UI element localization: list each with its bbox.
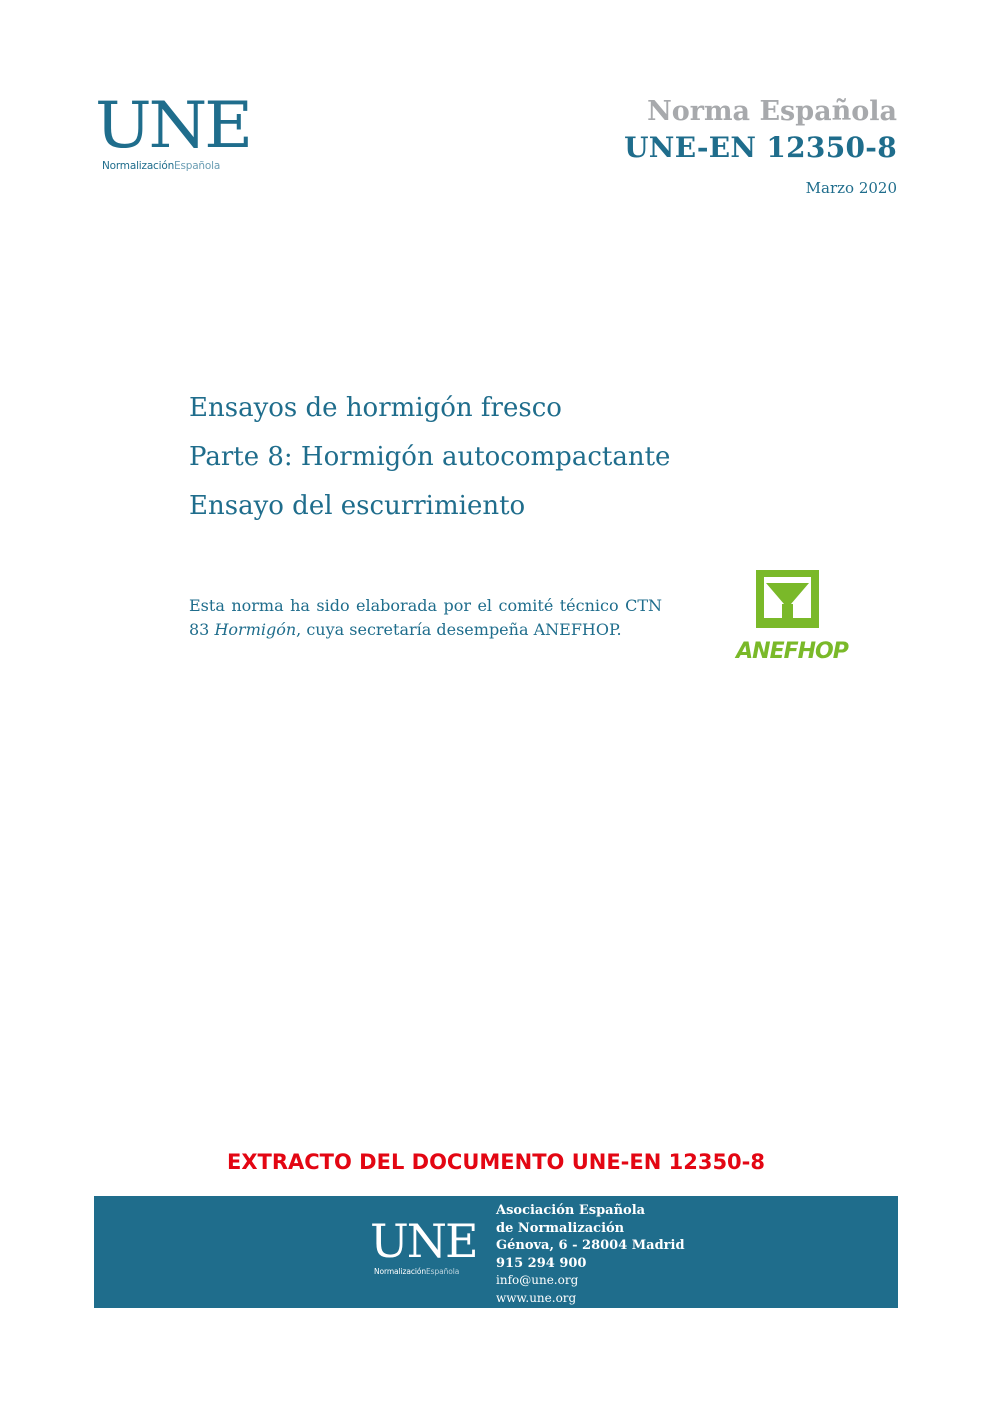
anefhop-logo-text: ANEFHOP (736, 639, 848, 662)
footer-address: Génova, 6 - 28004 Madrid (496, 1238, 685, 1253)
une-logo-letters: UNE (95, 89, 251, 163)
extract-notice: EXTRACTO DEL DOCUMENTO UNE-EN 12350-8 (226, 1150, 765, 1174)
standard-header (624, 96, 897, 208)
title-line-3: Ensayo del escurrimiento (189, 491, 526, 521)
footer-web-link[interactable]: www.une.org (496, 1290, 577, 1305)
footer-contact (496, 1202, 685, 1307)
footer-org-line-2: de Normalización (496, 1220, 625, 1236)
anefhop-logo-bottom-bar (756, 618, 819, 628)
footer-org-line-1: Asociación Española (496, 1203, 646, 1218)
anefhop-logo-funnel (766, 583, 809, 604)
footer-bar (94, 1196, 898, 1308)
footer-logo-letters: UNE (370, 1214, 477, 1268)
footer-phone: 915 294 900 (496, 1255, 587, 1271)
committee-name: Hormigón (214, 620, 297, 639)
title-line-2: Parte 8: Hormigón autocompactante (189, 442, 671, 472)
footer-logo-tagline-b: Española (426, 1267, 460, 1276)
committee-text-after: , cuya secretaría desempeña ANEFHOP. (296, 620, 622, 639)
footer-logo-tagline (374, 1267, 459, 1276)
anefhop-logo (724, 568, 860, 662)
une-logo (95, 89, 251, 174)
footer-logo-tagline-a: Normalización (374, 1267, 427, 1276)
anefhop-logo-top-bar (756, 570, 819, 577)
footer-une-logo (370, 1214, 477, 1278)
footer-email-link[interactable]: info@une.org (496, 1273, 579, 1287)
title-line-1: Ensayos de hormigón fresco (189, 393, 562, 423)
une-logo-tagline-b: Española (174, 160, 221, 172)
document-title (189, 384, 670, 531)
committee-statement (189, 594, 662, 642)
publication-date: Marzo 2020 (805, 179, 897, 197)
standard-code: UNE-EN 12350-8 (624, 131, 897, 164)
anefhop-logo-spout (782, 604, 793, 618)
une-logo-tagline-a: Normalización (102, 160, 175, 172)
standard-type-label: Norma Española (647, 96, 897, 127)
committee-text-before: Esta norma ha sido elaborada por el comité técnico CTN 83 (189, 596, 662, 639)
une-logo-tagline (102, 160, 220, 172)
